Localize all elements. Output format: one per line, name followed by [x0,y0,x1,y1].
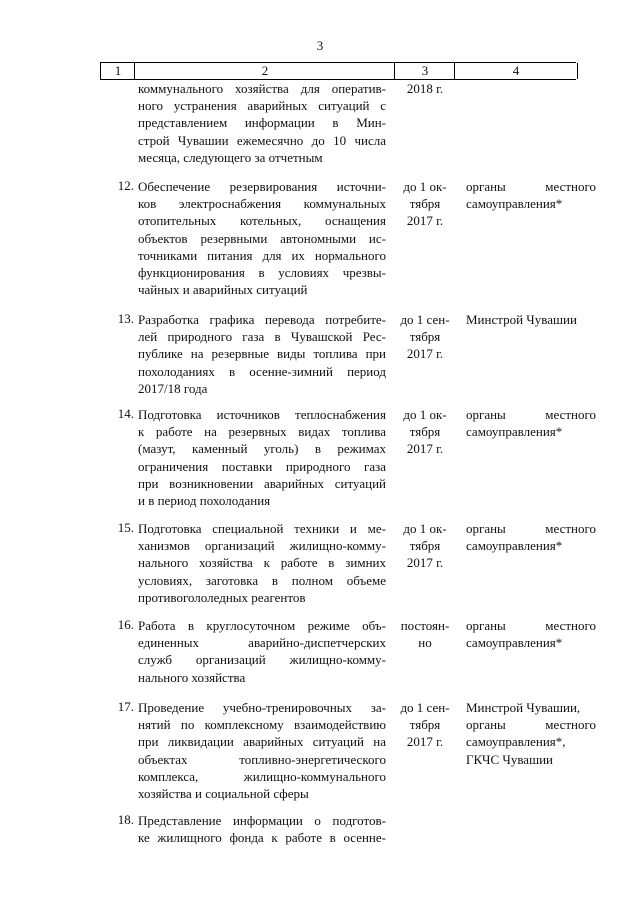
term-line: тября [409,717,441,733]
term-line: до 1 ок- [403,407,447,422]
continuation-term [394,80,456,97]
desc-line: Работа в круглосуточном режиме объ- [138,618,386,633]
desc-line: точниками питания для их нормального [138,247,386,263]
resp-line: органы местного [466,717,596,733]
desc-line: коммунального хозяйства для оператив- [138,81,386,96]
desc-line: Проведение учебно-тренировочных за- [138,700,386,715]
row-description [138,520,386,606]
resp-line: Минстрой Чувашии, [466,700,581,715]
resp-line: самоуправления* [466,538,563,554]
desc-line: условиях, заготовка в полном объеме [138,572,386,588]
row-number: 15. [117,520,134,535]
desc-line: нального хозяйства [138,669,246,685]
term-line: тября [409,196,441,212]
row-responsible [466,617,596,651]
header-col-2: 2 [134,63,395,79]
desc-line: Представление информации о подготов- [138,813,386,828]
desc-line: Подготовка специальной техники и ме- [138,521,386,536]
row-number: 17. [117,699,134,714]
row-number: 18. [117,812,134,827]
term-line: до 1 сен- [400,312,450,327]
desc-line: служб организаций жилищно-комму- [138,652,386,668]
term-line: но [418,635,432,651]
resp-line: органы местного [466,618,596,633]
row-description [138,617,386,686]
desc-line: строй Чувашии ежемесячно до 10 числа [138,132,386,148]
resp-line: самоуправления* [466,635,563,651]
row-number: 13. [117,311,134,326]
resp-line: органы местного [466,521,596,536]
desc-line: объектах топливно-энергетического [138,751,386,767]
row-number: 16. [117,617,134,632]
desc-line: комплекса, жилищно-коммунального [138,768,386,784]
header-col-3: 3 [394,63,455,79]
desc-line: Подготовка источников теплоснабжения [138,407,386,422]
resp-line: Минстрой Чувашии [466,312,577,327]
row-number: 14. [117,406,134,421]
row-description [138,178,386,298]
table-header [100,62,576,80]
desc-line: Разработка графика перевода потребите- [138,312,386,327]
resp-line: органы местного [466,407,596,422]
desc-line: месяца, следующего за отчетным [138,149,323,165]
desc-line: ханизмов организаций жилищно-комму- [138,538,386,554]
term-line: 2017 г. [406,213,444,229]
term-line: до 1 ок- [403,179,447,194]
row-description [138,812,386,846]
row-description [138,406,386,509]
row-responsible [466,699,596,768]
term-line: 2017 г. [406,441,444,457]
desc-line: представлением информации в Мин- [138,115,386,131]
row-number: 12. [117,178,134,193]
term-line: тября [409,424,441,440]
row-description [138,699,386,802]
term-line: до 1 сен- [400,700,450,715]
desc-line: лей природного газа в Чувашской Рес- [138,329,386,345]
desc-line: (мазут, каменный уголь) в режимах [138,441,386,457]
term-line: 2017 г. [406,555,444,571]
row-responsible [466,406,596,440]
row-term [394,699,456,751]
row-responsible [466,520,596,554]
term-line: постоян- [400,618,450,633]
desc-line: к работе на резервных видах топлива [138,424,386,440]
row-term [394,406,456,458]
row-description [138,311,386,397]
header-col-1: 1 [100,63,135,79]
resp-line: самоуправления*, [466,734,566,750]
row-term [394,311,456,363]
desc-line: Обеспечение резервирования источни- [138,179,386,194]
desc-line: единенных аварийно-диспетчерских [138,635,386,651]
term-line: тября [409,538,441,554]
desc-line: 2017/18 года [138,380,208,396]
header-col-4: 4 [454,63,578,79]
term-line: 2018 г. [406,81,444,96]
term-line: до 1 ок- [403,521,447,536]
term-line: 2017 г. [406,346,444,362]
desc-line: похолоданиях в осенне-зимний период [138,363,386,379]
row-responsible [466,178,596,212]
desc-line: ков электроснабжения коммунальных [138,196,386,212]
desc-line: хозяйства и социальной сферы [138,786,309,802]
row-term [394,617,456,651]
resp-line: самоуправления* [466,196,563,212]
desc-line: нятий по комплексному взаимодействию [138,717,386,733]
row-responsible [466,311,596,328]
desc-line: функционирования в условиях чрезвы- [138,265,386,281]
resp-line: самоуправления* [466,424,563,440]
desc-line: ограничения поставки природного газа [138,458,386,474]
term-line: тября [409,329,441,345]
desc-line: объектов резервными автономными ис- [138,230,386,246]
desc-line: и в период похолодания [138,493,271,509]
desc-line: ного устранения аварийных ситуаций с [138,98,386,114]
term-line: 2017 г. [406,734,444,750]
desc-line: отопительных котельных, оснащения [138,213,386,229]
desc-line: ке жилищного фонда к работе в осенне- [138,830,386,846]
desc-line: противогололедных реагентов [138,589,306,605]
desc-line: публике на резервные виды топлива при [138,346,386,362]
desc-line: при ликвидации аварийных ситуаций на [138,734,386,750]
desc-line: при возникновении аварийных ситуаций [138,475,386,491]
continuation-description [138,80,386,166]
desc-line: чайных и аварийных ситуаций [138,282,308,298]
row-term [394,520,456,572]
row-term [394,178,456,230]
desc-line: нального хозяйства к работе в зимних [138,555,386,571]
page-number: 3 [316,38,324,53]
resp-line: органы местного [466,179,596,194]
resp-line: ГКЧС Чувашии [466,751,553,767]
